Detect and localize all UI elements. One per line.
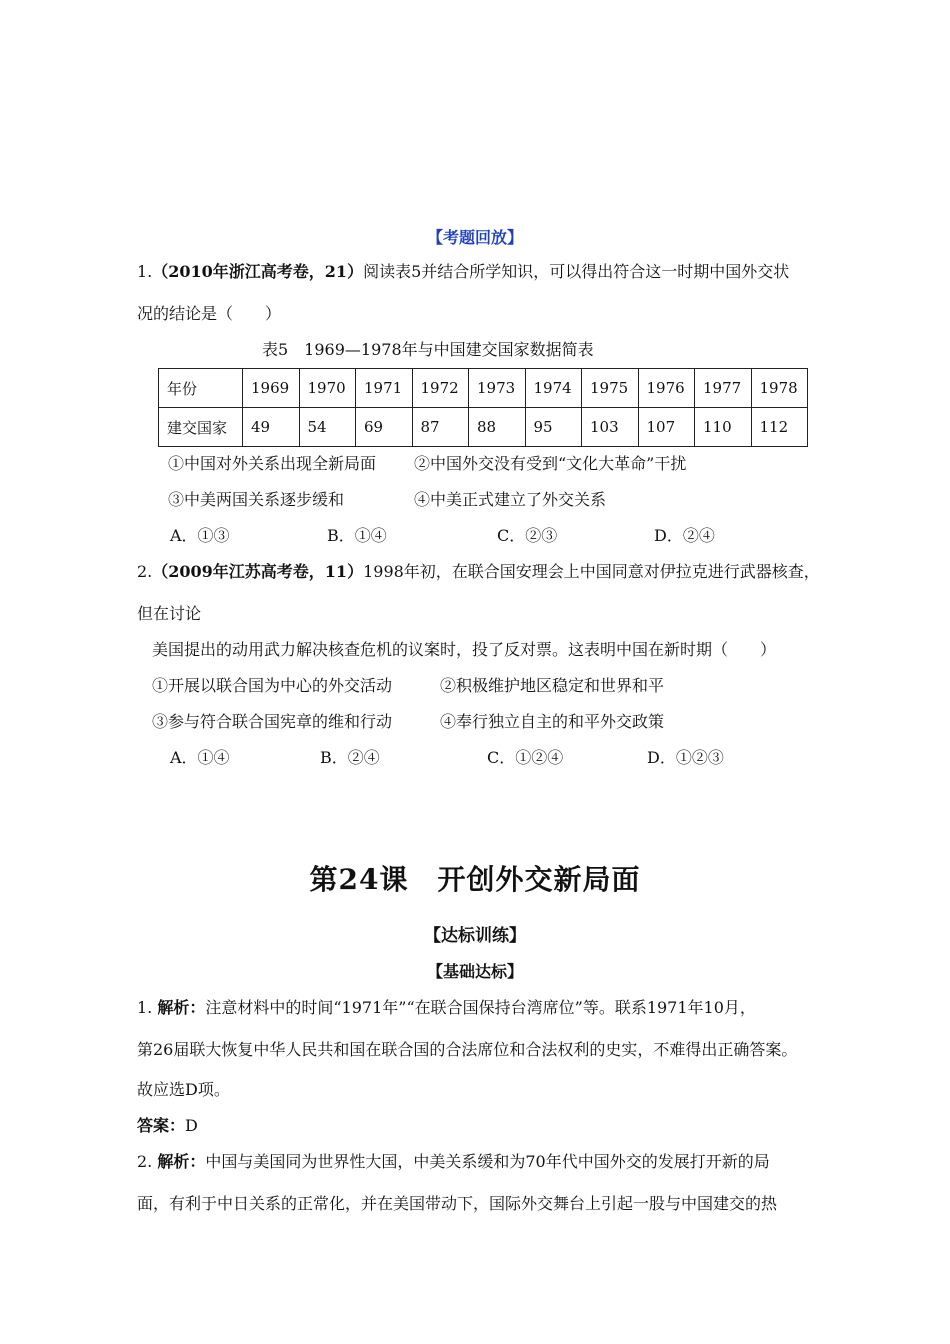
year-cell: 1978 <box>751 369 808 408</box>
statement-2: ②中国外交没有受到“文化大革命”干扰 <box>414 454 687 473</box>
table-row-years <box>159 369 808 408</box>
table-row-counts <box>159 408 808 447</box>
answer-2-line2: 面，有利于中日关系的正常化，并在美国带动下，国际外交舞台上引起一股与中国建交的热 <box>137 1194 778 1213</box>
count-cell: 49 <box>243 408 300 447</box>
question-1-line2: 况的结论是（ ） <box>137 304 282 323</box>
count-cell: 103 <box>582 408 639 447</box>
question-number: 2. <box>137 562 153 581</box>
option-b: B．①④ <box>327 526 387 545</box>
statement-4: ④奉行独立自主的和平外交政策 <box>440 712 665 731</box>
lesson-title: 第24课 开创外交新局面 <box>309 863 641 896</box>
answer-2-line1 <box>137 1152 770 1172</box>
answer-label: 答案： <box>137 1116 186 1135</box>
statement-3: ③中美两国关系逐步缓和 <box>168 490 345 509</box>
question-source: （2009年江苏高考卷，11） <box>152 562 364 581</box>
option-a: A．①④ <box>170 748 230 767</box>
option-c: C．②③ <box>497 526 558 545</box>
answer-1-line3: 故应选D项。 <box>137 1080 230 1099</box>
count-cell: 88 <box>469 408 526 447</box>
year-cell: 1970 <box>299 369 356 408</box>
row-label-years: 年份 <box>159 369 243 408</box>
section-title: 【达标训练】 <box>424 926 526 946</box>
count-cell: 112 <box>751 408 808 447</box>
analysis-text: 中国与美国同为世界性大国，中美关系缓和为70年代中国外交的发展打开新的局 <box>205 1152 770 1171</box>
option-b: B．②④ <box>320 748 380 767</box>
statement-3: ③参与符合联合国宪章的维和行动 <box>152 712 393 731</box>
count-cell: 69 <box>356 408 413 447</box>
year-cell: 1973 <box>469 369 526 408</box>
question-2-line3: 美国提出的动用武力解决核查危机的议案时，投了反对票。这表明中国在新时期（ ） <box>152 640 777 659</box>
count-cell: 54 <box>299 408 356 447</box>
question-text: 1998年初，在联合国安理会上中国同意对伊拉克进行武器核查， <box>363 562 820 581</box>
statement-1: ①中国对外关系出现全新局面 <box>168 454 377 473</box>
option-c: C．①②④ <box>487 748 564 767</box>
answer-number: 2. <box>137 1152 153 1171</box>
statement-4: ④中美正式建立了外交关系 <box>414 490 607 509</box>
analysis-text: 注意材料中的时间“1971年”“在联合国保持台湾席位”等。联系1971年10月， <box>205 998 756 1017</box>
subsection-title: 【基础达标】 <box>426 962 523 981</box>
year-cell: 1977 <box>695 369 752 408</box>
analysis-label: 解析： <box>157 998 206 1017</box>
answer-value: D <box>185 1116 198 1135</box>
count-cell: 95 <box>525 408 582 447</box>
answer-number: 1. <box>137 998 153 1017</box>
question-text: 阅读表5并结合所学知识，可以得出符合这一时期中国外交状 <box>363 262 790 281</box>
option-d: D．①②③ <box>647 748 724 767</box>
table-caption: 表5 1969—1978年与中国建交国家数据简表 <box>262 340 594 359</box>
question-source: （2010年浙江高考卷，21） <box>152 262 364 281</box>
year-cell: 1974 <box>525 369 582 408</box>
option-a: A．①③ <box>170 526 230 545</box>
statement-1: ①开展以联合国为中心的外交活动 <box>152 676 393 695</box>
answer-1-result <box>137 1116 198 1136</box>
count-cell: 110 <box>695 408 752 447</box>
question-2-line2: 但在讨论 <box>137 604 202 623</box>
question-number: 1. <box>137 262 153 281</box>
statement-2: ②积极维护地区稳定和世界和平 <box>440 676 665 695</box>
option-d: D．②④ <box>654 526 715 545</box>
count-cell: 87 <box>412 408 469 447</box>
row-label-countries: 建交国家 <box>159 408 243 447</box>
review-header: 【考题回放】 <box>426 228 523 247</box>
year-cell: 1969 <box>243 369 300 408</box>
answer-1-line1 <box>137 998 756 1018</box>
answer-1-line2: 第26届联大恢复中华人民共和国在联合国的合法席位和合法权利的史实，不难得出正确答案。 <box>137 1040 798 1059</box>
year-cell: 1971 <box>356 369 413 408</box>
year-cell: 1972 <box>412 369 469 408</box>
year-cell: 1975 <box>582 369 639 408</box>
count-cell: 107 <box>638 408 695 447</box>
diplomatic-relations-table <box>158 368 808 447</box>
analysis-label: 解析： <box>157 1152 206 1171</box>
question-2-line1 <box>137 562 820 582</box>
year-cell: 1976 <box>638 369 695 408</box>
question-1-line1 <box>137 262 789 282</box>
